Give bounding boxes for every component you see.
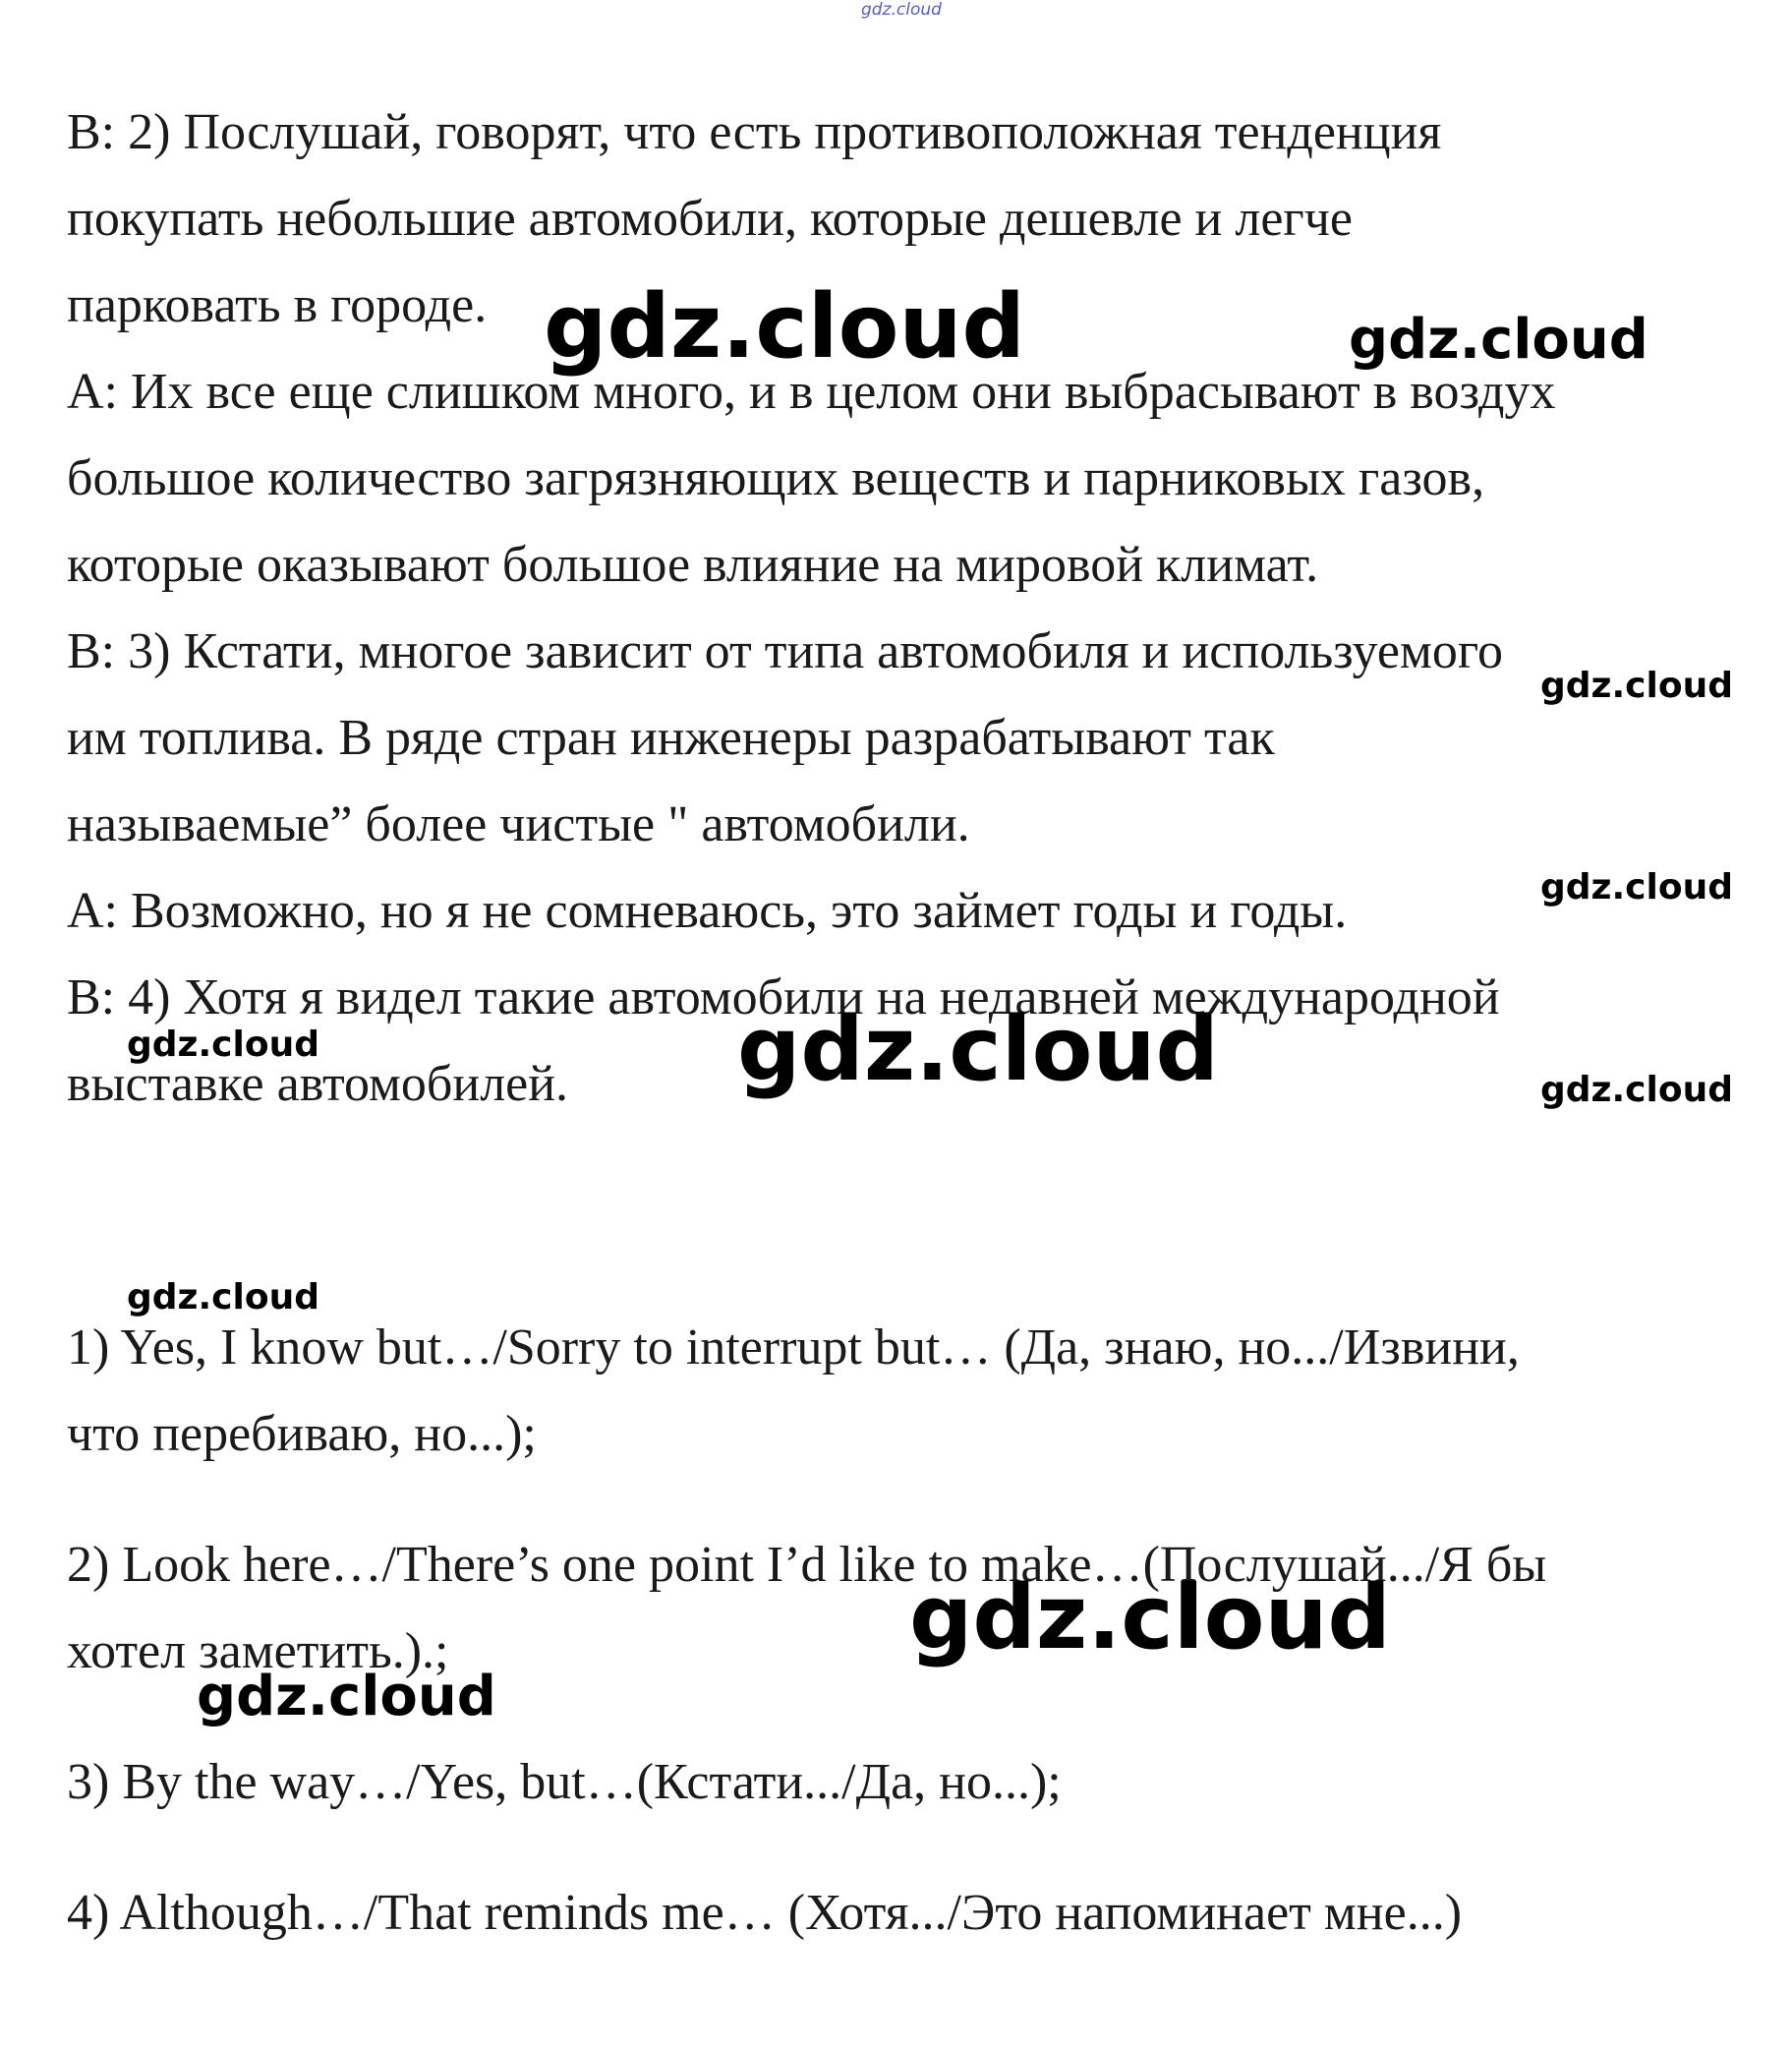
dialogue-line: называемые” более чистые " автомобили. [67,796,970,852]
phrase-line: 2) Look here…/There’s one point I’d like to make…(Послушай.../Я бы [67,1537,1547,1593]
dialogue-line: парковать в городе. [67,277,488,333]
dialogue-line: выставке автомобилей. [67,1056,569,1112]
watermark: gdz.cloud [1540,666,1733,706]
dialogue-line: покупать небольшие автомобили, которые дешевле и легче [67,191,1353,247]
dialogue-line: которые оказывают большое влияние на мировой климат. [67,537,1319,593]
phrase-line: хотел заметить.).; [67,1623,449,1679]
phrase-line: 3) By the way…/Yes, but…(Кстати.../Да, но...); [67,1754,1062,1810]
dialogue-line: B: 3) Кстати, многое зависит от типа автомобиля и используемого [67,623,1503,679]
watermark: gdz.cloud [737,998,1219,1101]
dialogue-line: A: Возможно, но я не сомневаюсь, это займет годы и годы. [67,883,1348,939]
phrase-line: 4) Although…/That reminds me… (Хотя.../Это напоминает мне...) [67,1885,1463,1941]
dialogue-line: B: 2) Послушай, говорят, что есть противоположная тенденция [67,104,1442,160]
watermark: gdz.cloud [1349,308,1648,372]
watermark: gdz.cloud [544,275,1025,379]
watermark: gdz.cloud [1540,1070,1733,1110]
dialogue-line: B: 4) Хотя я видел такие автомобили на недавней международной [67,969,1500,1025]
watermark: gdz.cloud [1540,867,1733,908]
header-watermark: gdz.cloud [861,0,942,20]
dialogue-line: им топлива. В ряде стран инженеры разрабатывают так [67,710,1275,766]
watermark: gdz.cloud [127,1277,319,1318]
watermark: gdz.cloud [127,1025,319,1065]
dialogue-line: A: Их все еще слишком много, и в целом они выбрасывают в воздух [67,364,1556,420]
phrase-line: что перебиваю, но...); [67,1406,537,1462]
phrase-line: 1) Yes, I know but…/Sorry to interrupt but… (Да, знаю, но.../Извини, [67,1319,1520,1376]
watermark: gdz.cloud [909,1566,1391,1669]
dialogue-line: большое количество загрязняющих веществ и парниковых газов, [67,450,1485,506]
watermark: gdz.cloud [197,1665,496,1728]
